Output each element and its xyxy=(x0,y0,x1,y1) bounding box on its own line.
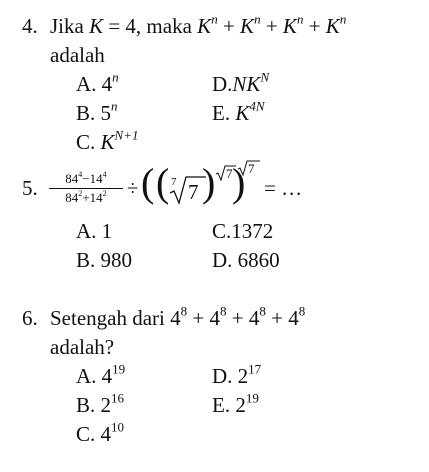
q6-option-a[interactable] xyxy=(76,361,126,388)
option-label: A. xyxy=(76,72,97,96)
q4-number: 4. xyxy=(22,14,38,38)
option-exponent: 4N xyxy=(249,98,265,114)
option-label: E. xyxy=(212,101,231,125)
divide-sign: ÷ xyxy=(127,176,139,200)
q5-option-a[interactable] xyxy=(76,219,112,243)
option-base: K xyxy=(235,101,250,125)
option-base: 2 xyxy=(100,393,112,417)
option-label: D. xyxy=(212,364,233,388)
option-base: NK xyxy=(232,72,261,96)
q6-stem-line2: adalah? xyxy=(50,335,115,359)
option-value: 1 xyxy=(101,219,113,243)
q5-option-b[interactable] xyxy=(76,248,132,272)
inner-left-paren: ( xyxy=(156,160,170,205)
option-label: C. xyxy=(212,219,232,243)
q6-number: 6. xyxy=(22,306,38,330)
option-base: 4 xyxy=(100,422,112,446)
option-base: 4 xyxy=(101,72,113,96)
outer-right-paren: ) xyxy=(232,160,246,205)
option-label: A. xyxy=(76,219,97,243)
q4-option-a[interactable] xyxy=(76,69,119,96)
equals-ellipsis: = … xyxy=(264,176,303,200)
option-exponent: 16 xyxy=(111,390,125,406)
option-exponent: 17 xyxy=(248,361,262,377)
fraction-bar xyxy=(49,188,123,189)
option-label: C. xyxy=(76,422,96,446)
option-exponent: N+1 xyxy=(114,127,139,143)
option-label: B. xyxy=(76,248,96,272)
q4-option-d[interactable] xyxy=(212,69,270,96)
q4-option-e[interactable] xyxy=(212,98,265,125)
q5-number: 5. xyxy=(22,176,38,200)
outer-left-paren: ( xyxy=(141,160,155,205)
q5-fraction xyxy=(49,172,123,205)
option-label: A. xyxy=(76,364,97,388)
option-exponent: n xyxy=(112,69,119,85)
q4-stem: Jika K = 4, maka $K^n + K^n + K^n + K^n$ xyxy=(50,11,347,38)
option-exponent: 19 xyxy=(112,361,126,377)
option-exponent: n xyxy=(111,98,118,114)
option-base: 2 xyxy=(237,364,249,388)
option-label: C. xyxy=(76,130,96,154)
option-base: 4 xyxy=(101,364,113,388)
root-index: 7 xyxy=(171,176,177,188)
q5-option-c[interactable] xyxy=(212,219,273,243)
fraction-denominator: $84^2+14^2$ xyxy=(65,189,107,205)
outer-exponent-radicand: 7 xyxy=(248,161,255,176)
option-value: 1372 xyxy=(231,219,274,243)
option-value: 980 xyxy=(100,248,133,272)
q4-option-b[interactable] xyxy=(76,98,118,125)
inner-right-paren: ) xyxy=(202,160,216,205)
option-label: B. xyxy=(76,393,96,417)
option-base: K xyxy=(100,130,115,154)
q6-option-e[interactable] xyxy=(212,390,259,417)
option-label: D. xyxy=(212,248,233,272)
q6-stem: Setengah dari $4^8 + 4^8 + 4^8 + 4^8$ xyxy=(50,303,306,330)
radicand: 7 xyxy=(188,180,199,204)
q6-option-b[interactable] xyxy=(76,390,125,417)
inner-exponent-radicand: 7 xyxy=(226,166,233,181)
q4-option-c[interactable] xyxy=(76,127,139,154)
option-exponent: 19 xyxy=(245,390,259,406)
option-base: 2 xyxy=(235,393,246,417)
q6-option-c[interactable] xyxy=(76,419,125,446)
option-label: B. xyxy=(76,101,96,125)
option-exponent: 10 xyxy=(111,419,125,435)
option-label: E. xyxy=(212,393,231,417)
option-value: 6860 xyxy=(237,248,280,272)
option-base: 5 xyxy=(100,101,112,125)
option-label: D. xyxy=(212,72,233,96)
q4-stem-line2: adalah xyxy=(50,43,105,67)
q5-option-d[interactable] xyxy=(212,248,280,272)
fraction-numerator: $84^4-14^4$ xyxy=(65,170,107,186)
q6-option-d[interactable] xyxy=(212,361,262,388)
option-exponent: N xyxy=(260,69,270,85)
